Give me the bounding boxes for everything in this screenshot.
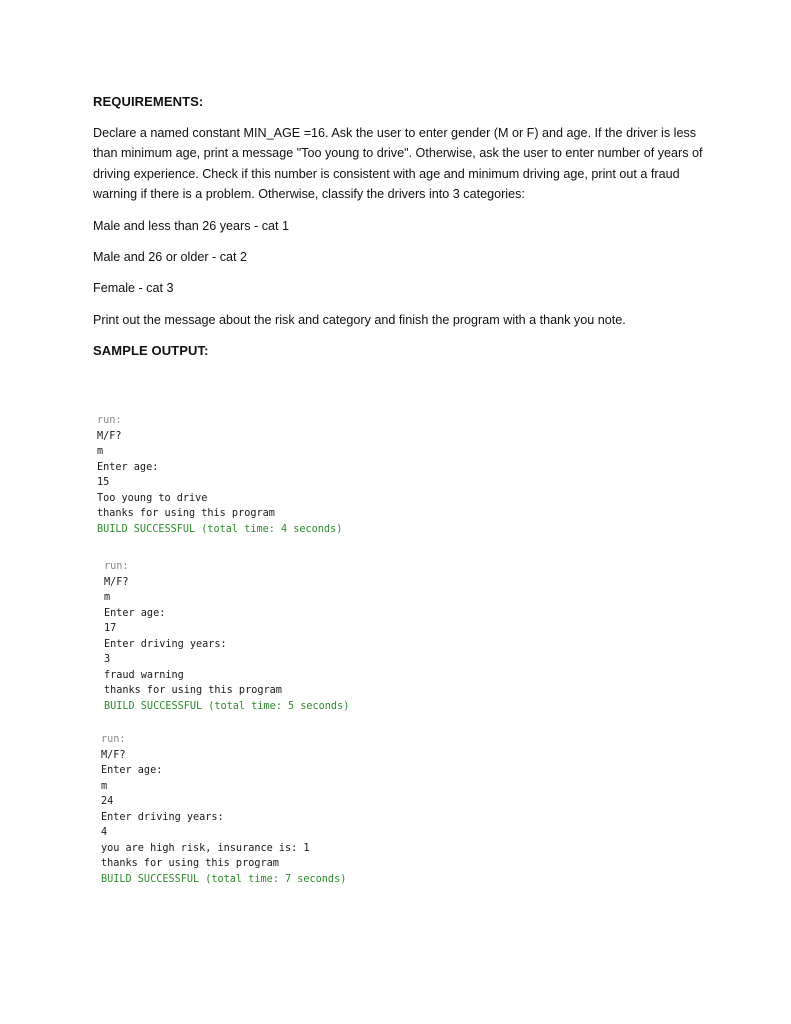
console-line: thanks for using this program	[97, 508, 275, 519]
category-item-3: Female - cat 3	[93, 281, 174, 296]
console-line: m	[104, 592, 111, 603]
build-status: BUILD SUCCESSFUL (total time: 5 seconds)	[104, 700, 350, 712]
console-line: 3	[104, 654, 111, 665]
console-line: M/F?	[97, 430, 122, 442]
run-label: run:	[101, 734, 126, 745]
console-line: thanks for using this program	[101, 858, 279, 869]
sample-output-heading: SAMPLE OUTPUT:	[93, 343, 209, 359]
requirements-paragraph: Declare a named constant MIN_AGE =16. Ask the user to enter gender (M or F) and age. If the driver is less than minimum age, print a message "Too young to drive". Otherwise, ask the user to enter number of years of driving experience. Check if this number is consistent with age and minimum driving age, print out a fraud warning if there is a problem. Otherwise, classify the drivers into 3 categories:	[93, 126, 703, 202]
console-line: 15	[97, 477, 110, 488]
console-line: fraud warning	[104, 669, 184, 681]
closing-paragraph: Print out the message about the risk and category and finish the program with a thank you note.	[93, 312, 626, 327]
console-output-run-3	[101, 732, 346, 887]
console-line: Enter age:	[104, 607, 166, 619]
console-line: M/F?	[104, 576, 129, 588]
category-item-1: Male and less than 26 years - cat 1	[93, 218, 290, 233]
category-item-2: Male and 26 or older - cat 2	[93, 250, 248, 265]
console-line: Too young to drive	[97, 492, 208, 504]
console-output-run-2	[104, 559, 349, 714]
console-line: you are high risk, insurance is: 1	[101, 842, 310, 854]
console-line: Enter age:	[97, 461, 159, 473]
console-line: M/F?	[101, 749, 126, 761]
requirements-heading: REQUIREMENTS:	[93, 94, 204, 109]
console-line: 24	[101, 796, 114, 807]
console-line: Enter driving years:	[104, 638, 227, 650]
build-status: BUILD SUCCESSFUL (total time: 4 seconds)	[97, 523, 343, 535]
console-line: Enter driving years:	[101, 811, 224, 823]
build-status: BUILD SUCCESSFUL (total time: 7 seconds)	[101, 873, 347, 885]
console-line: Enter age:	[101, 765, 163, 776]
document-body	[93, 93, 703, 372]
console-line: thanks for using this program	[104, 685, 282, 696]
console-line: m	[97, 446, 104, 457]
console-output-run-1	[97, 413, 342, 537]
run-label: run:	[97, 415, 122, 426]
console-line: 4	[101, 827, 108, 838]
console-line: 17	[104, 623, 117, 634]
run-label: run:	[104, 561, 129, 572]
console-line: m	[101, 780, 108, 792]
